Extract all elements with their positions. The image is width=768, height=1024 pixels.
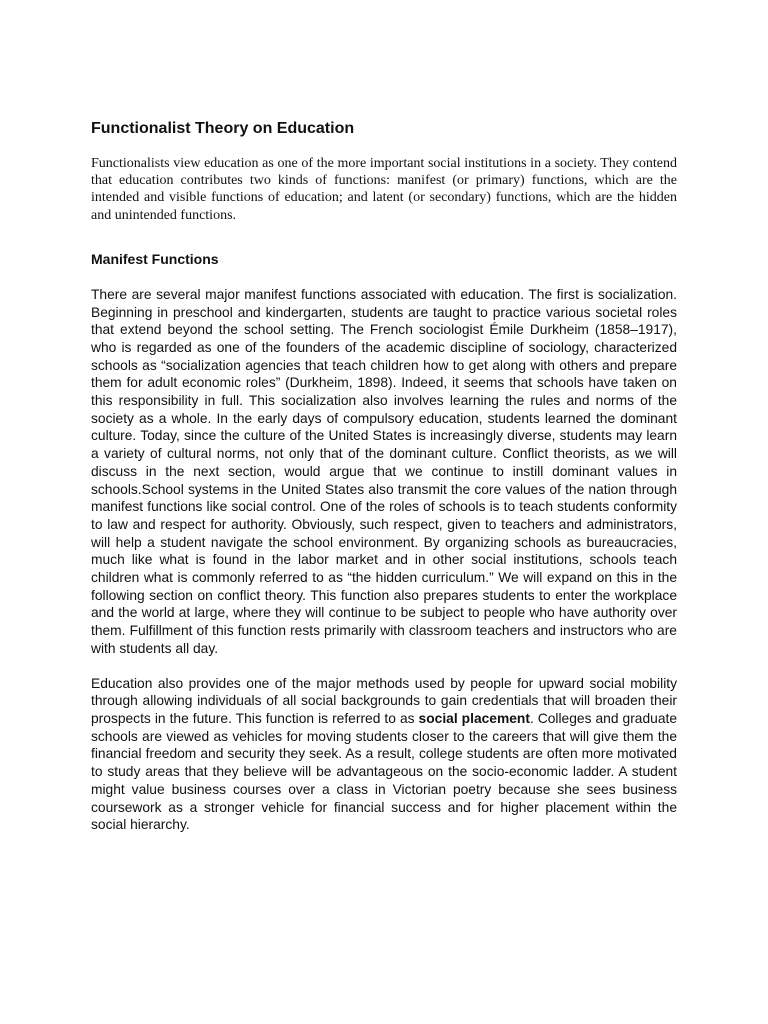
intro-paragraph: Functionalists view education as one of the more important social institutions in a society. They contend that education contributes two kinds of functions: manifest (or primary) functions, which are the intended and visible functions of education; and latent (or secondary) functions, which are the hidden and unintended functions. (91, 156, 677, 223)
paragraph-text-after: . Colleges and graduate schools are viewed as vehicles for moving students closer to the careers that will give them the financial freedom and security they seek. As a result, college students are often more motivated to study areas that they believe will be advantageous on the socio-economic ladder. A student might value business courses over a class in Victorian poetry because she sees business coursework as a stronger vehicle for financial success and for higher placement within the social hierarchy. (91, 710, 678, 833)
section-heading: Manifest Functions (91, 250, 219, 267)
emphasis-social-placement: social placement (418, 710, 530, 726)
paragraph-socialization: There are several major manifest functions associated with education. The first is socialization. Beginning in preschool and kindergarten, students are taught to practice various societal roles that extend beyond the school setting. The French sociologist Émile Durkheim (1858–1917), who is regarded as one of the founders of the academic discipline of sociology, characterized schools as “socialization agencies that teach children how to get along with others and prepare them for adult economic roles” (Durkheim, 1898). Indeed, it seems that schools have taken on this responsibility in full. This socialization also involves learning the rules and norms of the society as a whole. In the early days of compulsory education, students learned the dominant culture. Today, since the culture of the United States is increasingly diverse, students may learn a variety of cultural norms, not only that of the dominant culture. Conflict theorists, as we will discuss in the next section, would argue that we continue to instill dominant values in schools.School systems in the United States also transmit the core values of the nation through manifest functions like social control. One of the roles of schools is to teach students conformity to law and respect for authority. Obviously, such respect, given to teachers and administrators, will help a student navigate the school environment. By organizing schools as bureaucracies, much like what is found in the labor market and in other social institutions, schools teach children what is commonly referred to as “the hidden curriculum.” We will expand on this in the following section on conflict theory. This function also prepares students to enter the workplace and the world at large, where they will continue to be subject to people who have authority over them. Fulfillment of this function rests primarily with classroom teachers and instructors who are with students all day. (91, 286, 677, 656)
paragraph-social-placement (91, 675, 677, 834)
document-title: Functionalist Theory on Education (91, 120, 355, 137)
paragraph-text-before: Education also provides one of the major methods used by people for upward social mobility through allowing individuals of all social backgrounds to gain credentials that will broaden their prospects in the future. This function is referred to as (91, 675, 677, 726)
document-page (91, 119, 677, 851)
